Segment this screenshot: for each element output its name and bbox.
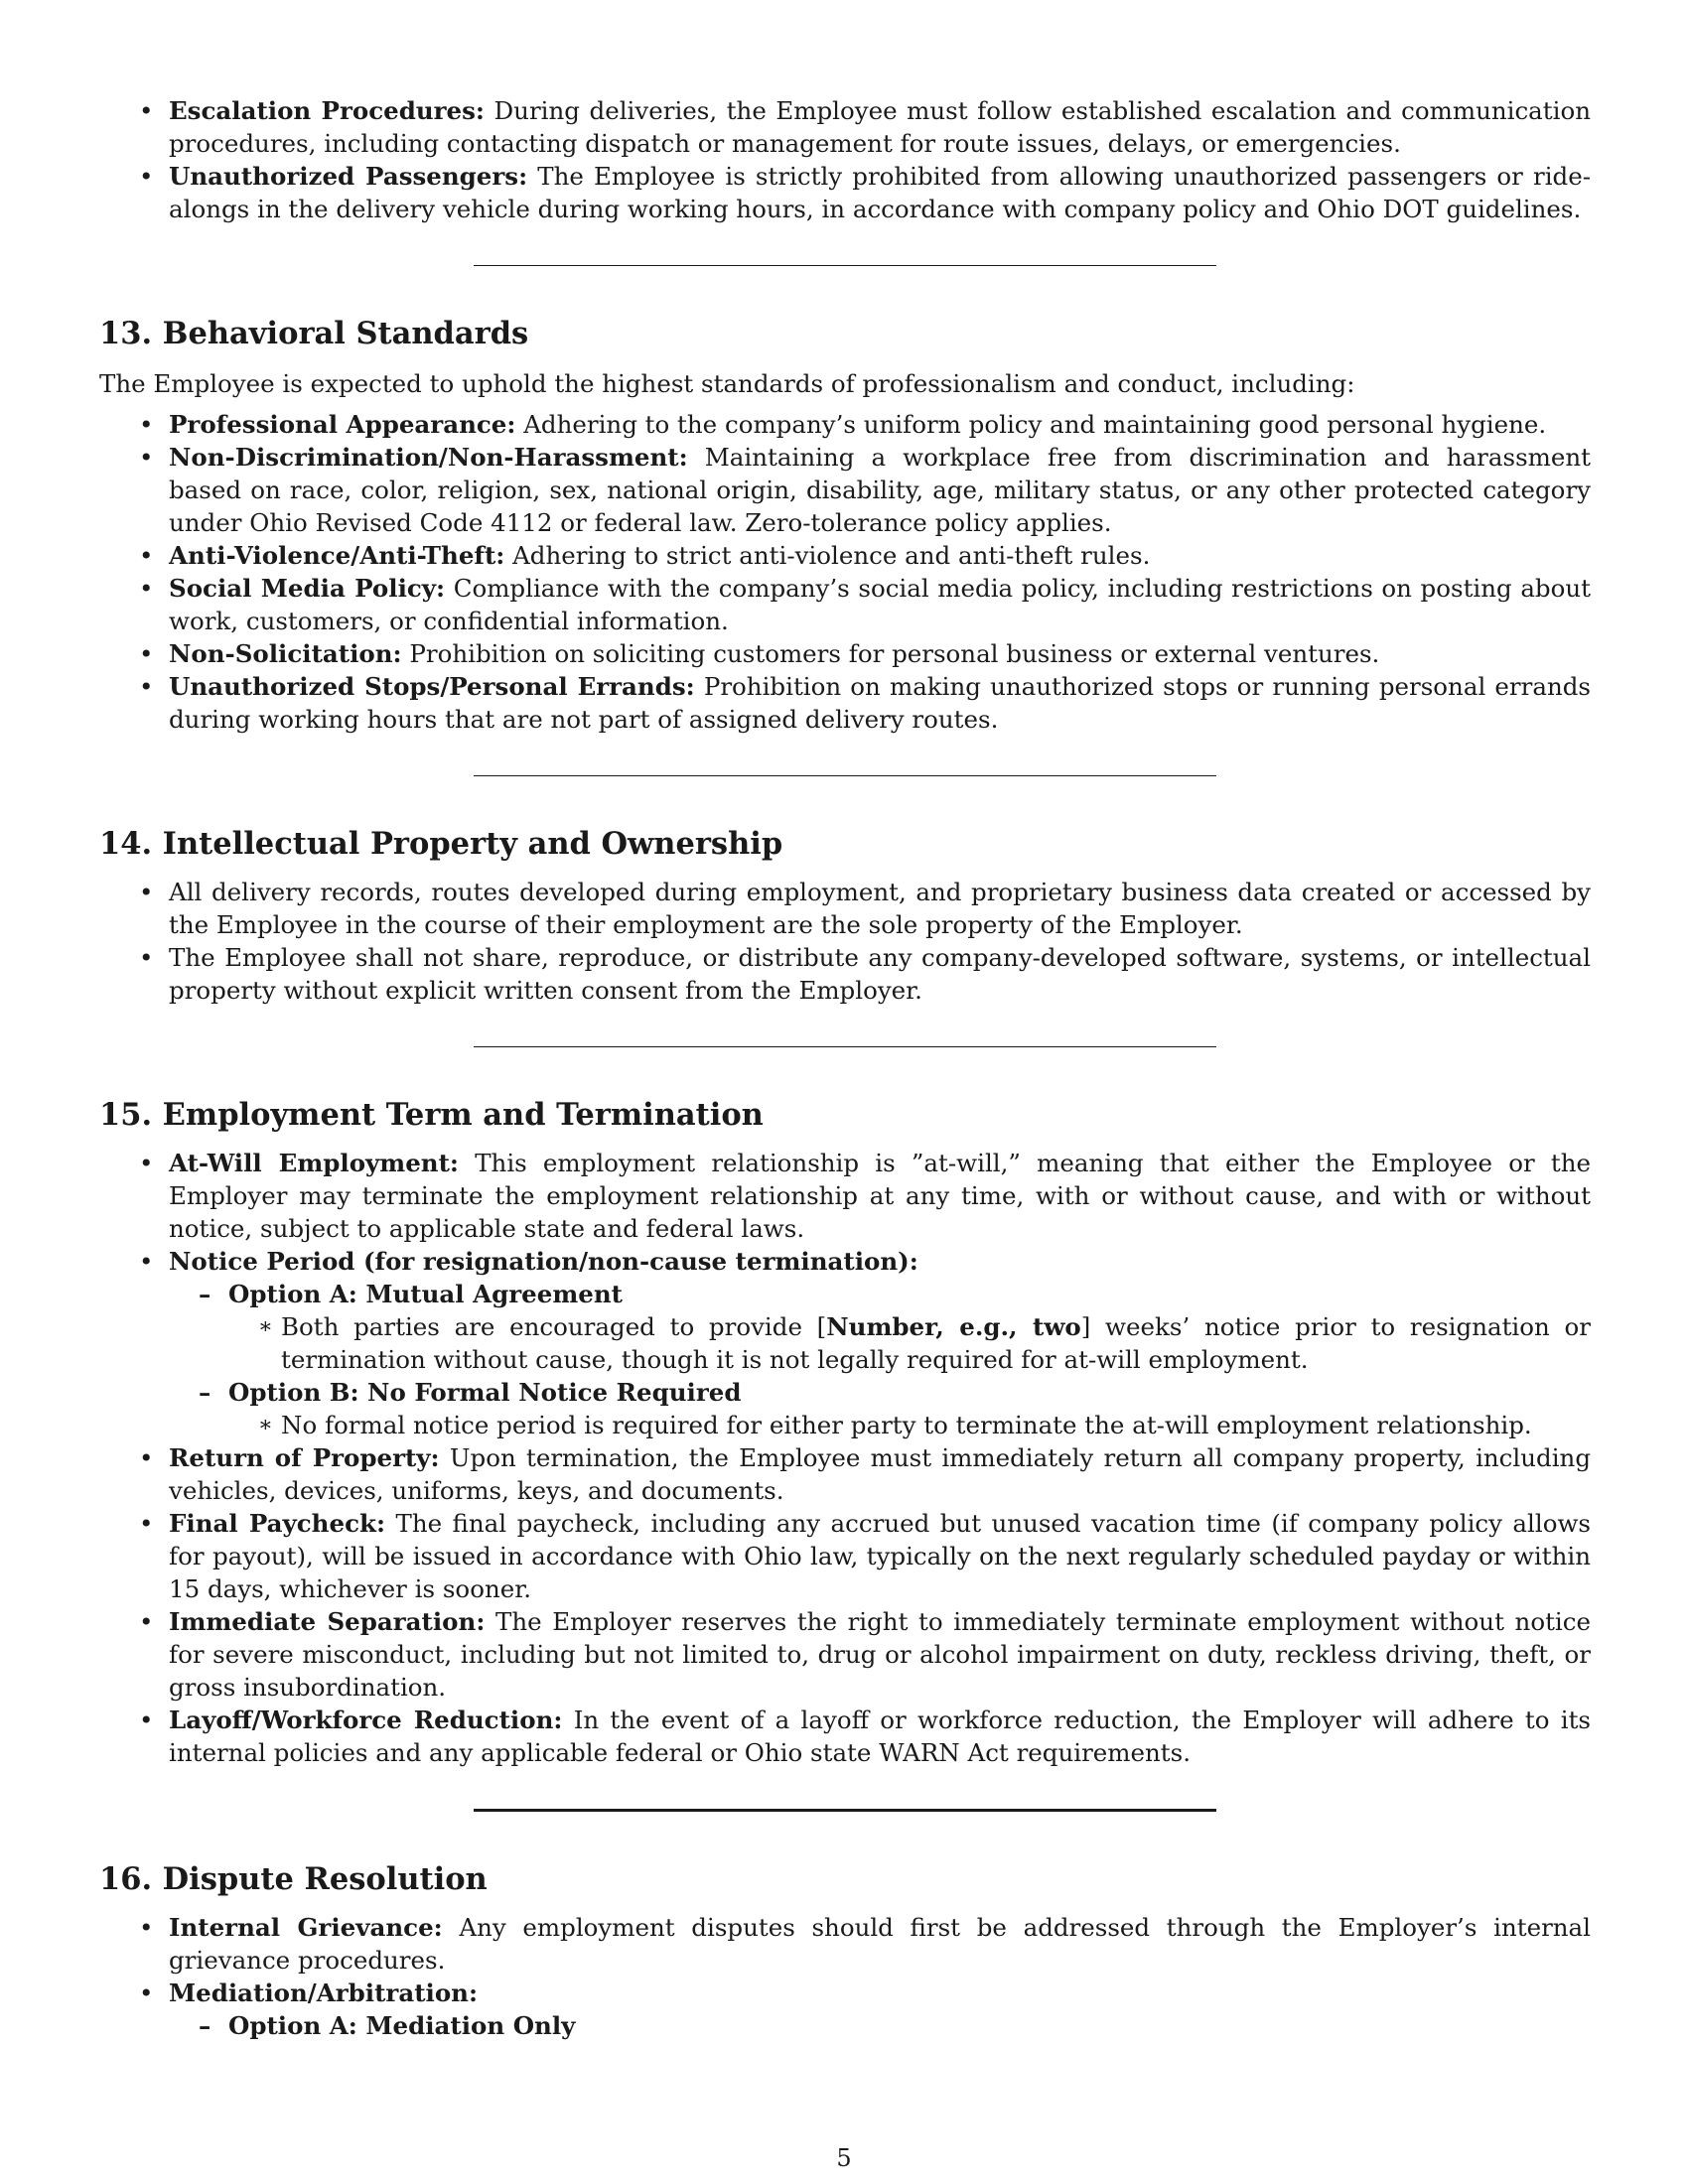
list-item: • Escalation Procedures: During deliveries, the Employee must follow established escalation and communication procedures, including contacting dispatch or management for route issues, delays, or emergencies. bbox=[99, 94, 1591, 160]
mediation-options bbox=[169, 2009, 1591, 2042]
list-item: • Final Paycheck: The final paycheck, including any accrued but unused vacation time (if company policy allows for payout), will be issued in accordance with Ohio law, typically on the next regularly scheduled payday or within 15 days, whichever is sooner. bbox=[99, 1507, 1591, 1605]
section-14 bbox=[99, 824, 1591, 1007]
section-divider bbox=[474, 265, 1216, 266]
notice-options bbox=[169, 1278, 1591, 1441]
behavioral-list bbox=[99, 408, 1591, 736]
list-item: • Non-Discrimination/Non-Harassment: Maintaining a workplace free from discrimination and harassment based on race, color, religion, sex, national origin, disability, age, military status, or any other protected category under Ohio Revised Code 4112 or federal law. Zero-tolerance policy applies. bbox=[99, 441, 1591, 539]
section-heading: 14. Intellectual Property and Ownership bbox=[99, 826, 783, 862]
section-intro: The Employee is expected to uphold the highest standards of professionalism and conduct, including: bbox=[99, 369, 1355, 398]
section-15 bbox=[99, 1095, 1591, 1769]
section-heading: 15. Employment Term and Termination bbox=[99, 1097, 764, 1133]
page-number: 5 bbox=[836, 2144, 852, 2172]
document-page bbox=[99, 94, 1591, 2042]
list-item: • Unauthorized Stops/Personal Errands: Prohibition on making unauthorized stops or running personal errands during working hours that are not part of assigned delivery routes. bbox=[99, 670, 1591, 736]
list-item: • Immediate Separation: The Employer reserves the right to immediately terminate employment without notice for severe misconduct, including but not limited to, drug or alcohol impairment on duty, reckless driving, theft, or gross insubordination. bbox=[99, 1605, 1591, 1704]
sub-list-item: – Option A: Mediation Only bbox=[169, 2009, 1591, 2042]
dispute-list bbox=[99, 1911, 1591, 2042]
section-16 bbox=[99, 1859, 1591, 2042]
list-item: • Mediation/Arbitration: – Option A: Mediation Only bbox=[99, 1977, 1591, 2042]
section-heading: 13. Behavioral Standards bbox=[99, 316, 529, 351]
list-item: • Notice Period (for resignation/non-cause termination): – Option A: Mutual Agreement ∗ Both parties are encouraged to provide [Number, e.g., two] weeks’ notice prior to resignation or termination without cause, though it is not legally required for at-will employment. – Option B: No Formal Notice Required ∗ No formal notice period is required for either party to terminate the at-will employment relationship. bbox=[99, 1245, 1591, 1441]
section-divider bbox=[474, 1046, 1216, 1047]
sub-sub-list-item: ∗ No formal notice period is required for either party to terminate the at-will employment relationship. bbox=[228, 1409, 1591, 1441]
list-item: • Anti-Violence/Anti-Theft: Adhering to strict anti-violence and anti-theft rules. bbox=[99, 539, 1591, 572]
sub-sub-list-item: ∗ Both parties are encouraged to provide [Number, e.g., two] weeks’ notice prior to resignation or termination without cause, though it is not legally required for at-will employment. bbox=[228, 1310, 1591, 1376]
section-divider bbox=[474, 1809, 1216, 1812]
list-item: • Professional Appearance: Adhering to the company’s uniform policy and maintaining good personal hygiene. bbox=[99, 408, 1591, 441]
list-item: • Internal Grievance: Any employment disputes should first be addressed through the Employer’s internal grievance procedures. bbox=[99, 1911, 1591, 1977]
continued-list bbox=[99, 94, 1591, 225]
section-divider bbox=[474, 775, 1216, 776]
ip-list bbox=[99, 876, 1591, 1007]
termination-list bbox=[99, 1147, 1591, 1769]
list-item: • Unauthorized Passengers: The Employee is strictly prohibited from allowing unauthorized passengers or ride-alongs in the delivery vehicle during working hours, in accordance with company policy and Ohio DOT guidelines. bbox=[99, 160, 1591, 225]
sub-list-item: – Option A: Mutual Agreement ∗ Both parties are encouraged to provide [Number, e.g., two] weeks’ notice prior to resignation or termination without cause, though it is not legally required for at-will employment. bbox=[169, 1278, 1591, 1376]
list-item: • Return of Property: Upon termination, the Employee must immediately return all company property, including vehicles, devices, uniforms, keys, and documents. bbox=[99, 1441, 1591, 1507]
list-item: • At-Will Employment: This employment relationship is ”at-will,” meaning that either the Employee or the Employer may terminate the employment relationship at any time, with or without cause, and with or without notice, subject to applicable state and federal laws. bbox=[99, 1147, 1591, 1245]
list-item: • All delivery records, routes developed during employment, and proprietary business data created or accessed by the Employee in the course of their employment are the sole property of the Employer. bbox=[99, 876, 1591, 941]
option-b-detail bbox=[228, 1409, 1591, 1441]
list-item: • Social Media Policy: Compliance with the company’s social media policy, including restrictions on posting about work, customers, or confidential information. bbox=[99, 572, 1591, 637]
list-item: • Layoff/Workforce Reduction: In the event of a layoff or workforce reduction, the Employer will adhere to its internal policies and any applicable federal or Ohio state WARN Act requirements. bbox=[99, 1704, 1591, 1769]
section-heading: 16. Dispute Resolution bbox=[99, 1861, 488, 1897]
list-item: • Non-Solicitation: Prohibition on soliciting customers for personal business or external ventures. bbox=[99, 637, 1591, 670]
list-item: • The Employee shall not share, reproduce, or distribute any company-developed software, systems, or intellectual property without explicit written consent from the Employer. bbox=[99, 941, 1591, 1007]
section-13 bbox=[99, 314, 1591, 736]
sub-list-item: – Option B: No Formal Notice Required ∗ No formal notice period is required for either party to terminate the at-will employment relationship. bbox=[169, 1376, 1591, 1441]
option-a-detail bbox=[228, 1310, 1591, 1376]
